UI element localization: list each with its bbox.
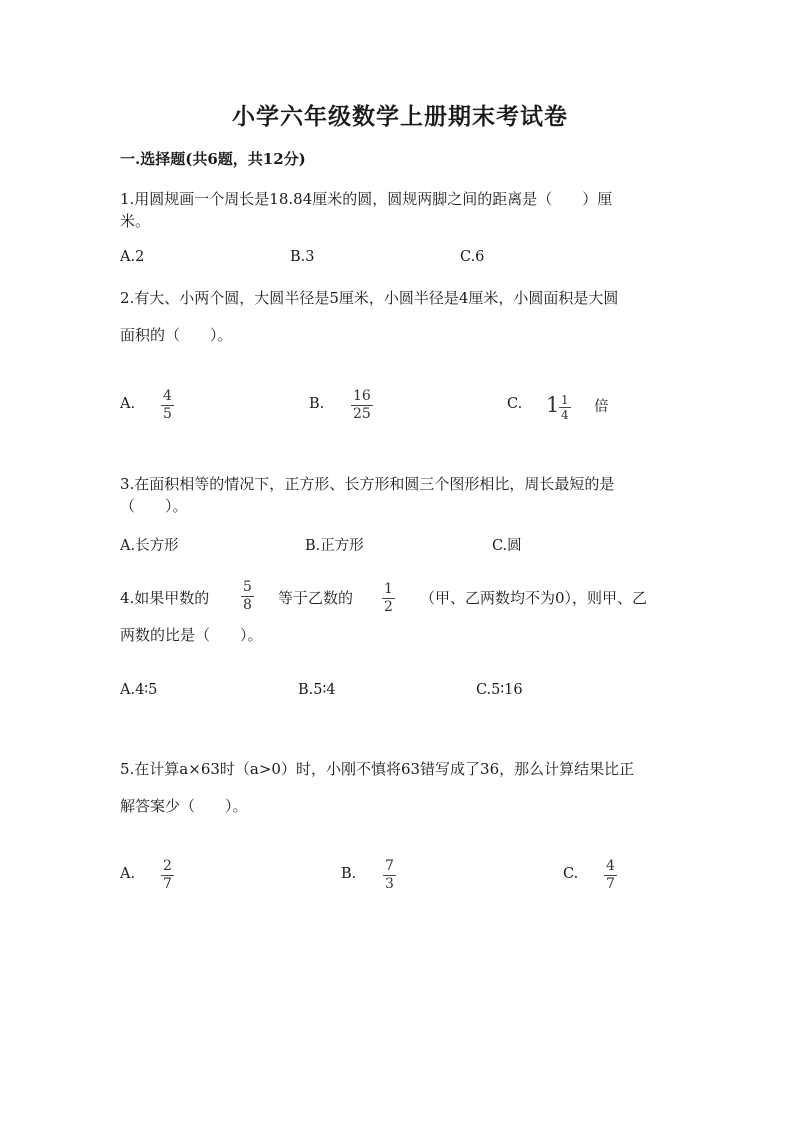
question-2-option-b-fraction [351, 389, 373, 422]
question-4-text-part3: （甲、乙两数均不为0），则甲、乙 [420, 589, 648, 607]
question-4-text-part1: 4.如果甲数的 [120, 589, 210, 607]
fraction-denominator: 4 [561, 408, 569, 422]
fraction-numerator: 2 [163, 858, 172, 874]
fraction-numerator: 4 [163, 388, 172, 404]
fraction-numerator: 16 [353, 388, 371, 404]
fraction-numerator: 4 [606, 858, 615, 874]
question-4-text-line2: 两数的比是（ ）。 [120, 626, 263, 644]
fraction-numerator: 5 [243, 579, 252, 595]
question-3-option-b[interactable]: B.正方形 [305, 538, 364, 554]
fraction-denominator: 5 [163, 406, 172, 422]
question-5-option-a-fraction [161, 859, 174, 892]
question-2-option-c-fraction [559, 394, 571, 421]
question-2-option-a[interactable]: A. [120, 396, 136, 412]
question-5-text-line1: 5.在计算a×63时（a>0）时，小刚不慎将63错写成了36，那么计算结果比正 [120, 760, 635, 778]
question-1-option-c[interactable]: C.6 [460, 249, 485, 265]
question-4-fraction-1 [241, 580, 254, 613]
question-2-option-c-suffix: 倍 [594, 399, 609, 415]
fraction-denominator: 3 [385, 876, 394, 892]
question-1-text-line2: 米。 [120, 212, 151, 230]
fraction-numerator: 1 [561, 393, 569, 407]
question-1-option-b[interactable]: B.3 [290, 249, 315, 265]
question-1-option-a[interactable]: A.2 [120, 249, 145, 265]
question-2-text-line2: 面积的（ ）。 [120, 326, 233, 344]
question-2-option-b[interactable]: B. [309, 396, 325, 412]
question-4-text-part2: 等于乙数的 [278, 589, 354, 607]
question-2-option-a-fraction [161, 389, 174, 422]
fraction-numerator: 7 [385, 858, 394, 874]
fraction-denominator: 8 [243, 597, 252, 613]
question-3-text-line2: （ ）。 [120, 497, 188, 515]
question-4-fraction-2 [382, 582, 395, 615]
question-5-option-b-fraction [383, 859, 396, 892]
fraction-denominator: 2 [384, 599, 393, 615]
question-4-option-b[interactable]: B.5∶4 [298, 682, 336, 698]
question-5-option-c-fraction [604, 859, 617, 892]
question-4-option-c[interactable]: C.5∶16 [476, 682, 523, 698]
question-5-option-a[interactable]: A. [120, 866, 136, 882]
section-heading: 一.选择题(共6题，共12分) [120, 150, 306, 168]
question-5-option-b[interactable]: B. [341, 866, 357, 882]
question-2-text-line1: 2.有大、小两个圆，大圆半径是5厘米，小圆半径是4厘米，小圆面积是大圆 [120, 289, 619, 307]
question-2-option-c-whole: 1 [546, 393, 560, 417]
question-3-text-line1: 3.在面积相等的情况下，正方形、长方形和圆三个图形相比，周长最短的是 [120, 475, 615, 493]
fraction-numerator: 1 [384, 581, 393, 597]
fraction-denominator: 7 [606, 876, 615, 892]
page-title: 小学六年级数学上册期末考试卷 [232, 103, 568, 130]
question-5-text-line2: 解答案少（ ）。 [120, 797, 248, 815]
fraction-denominator: 7 [163, 876, 172, 892]
question-1-text-line1: 1.用圆规画一个周长是18.84厘米的圆，圆规两脚之间的距离是（ ）厘 [120, 190, 613, 208]
question-2-option-c[interactable]: C. [507, 396, 523, 412]
question-4-option-a[interactable]: A.4∶5 [120, 682, 158, 698]
question-5-option-c[interactable]: C. [563, 866, 579, 882]
fraction-denominator: 25 [353, 406, 371, 422]
question-3-option-a[interactable]: A.长方形 [120, 538, 179, 554]
question-3-option-c[interactable]: C.圆 [492, 538, 522, 554]
